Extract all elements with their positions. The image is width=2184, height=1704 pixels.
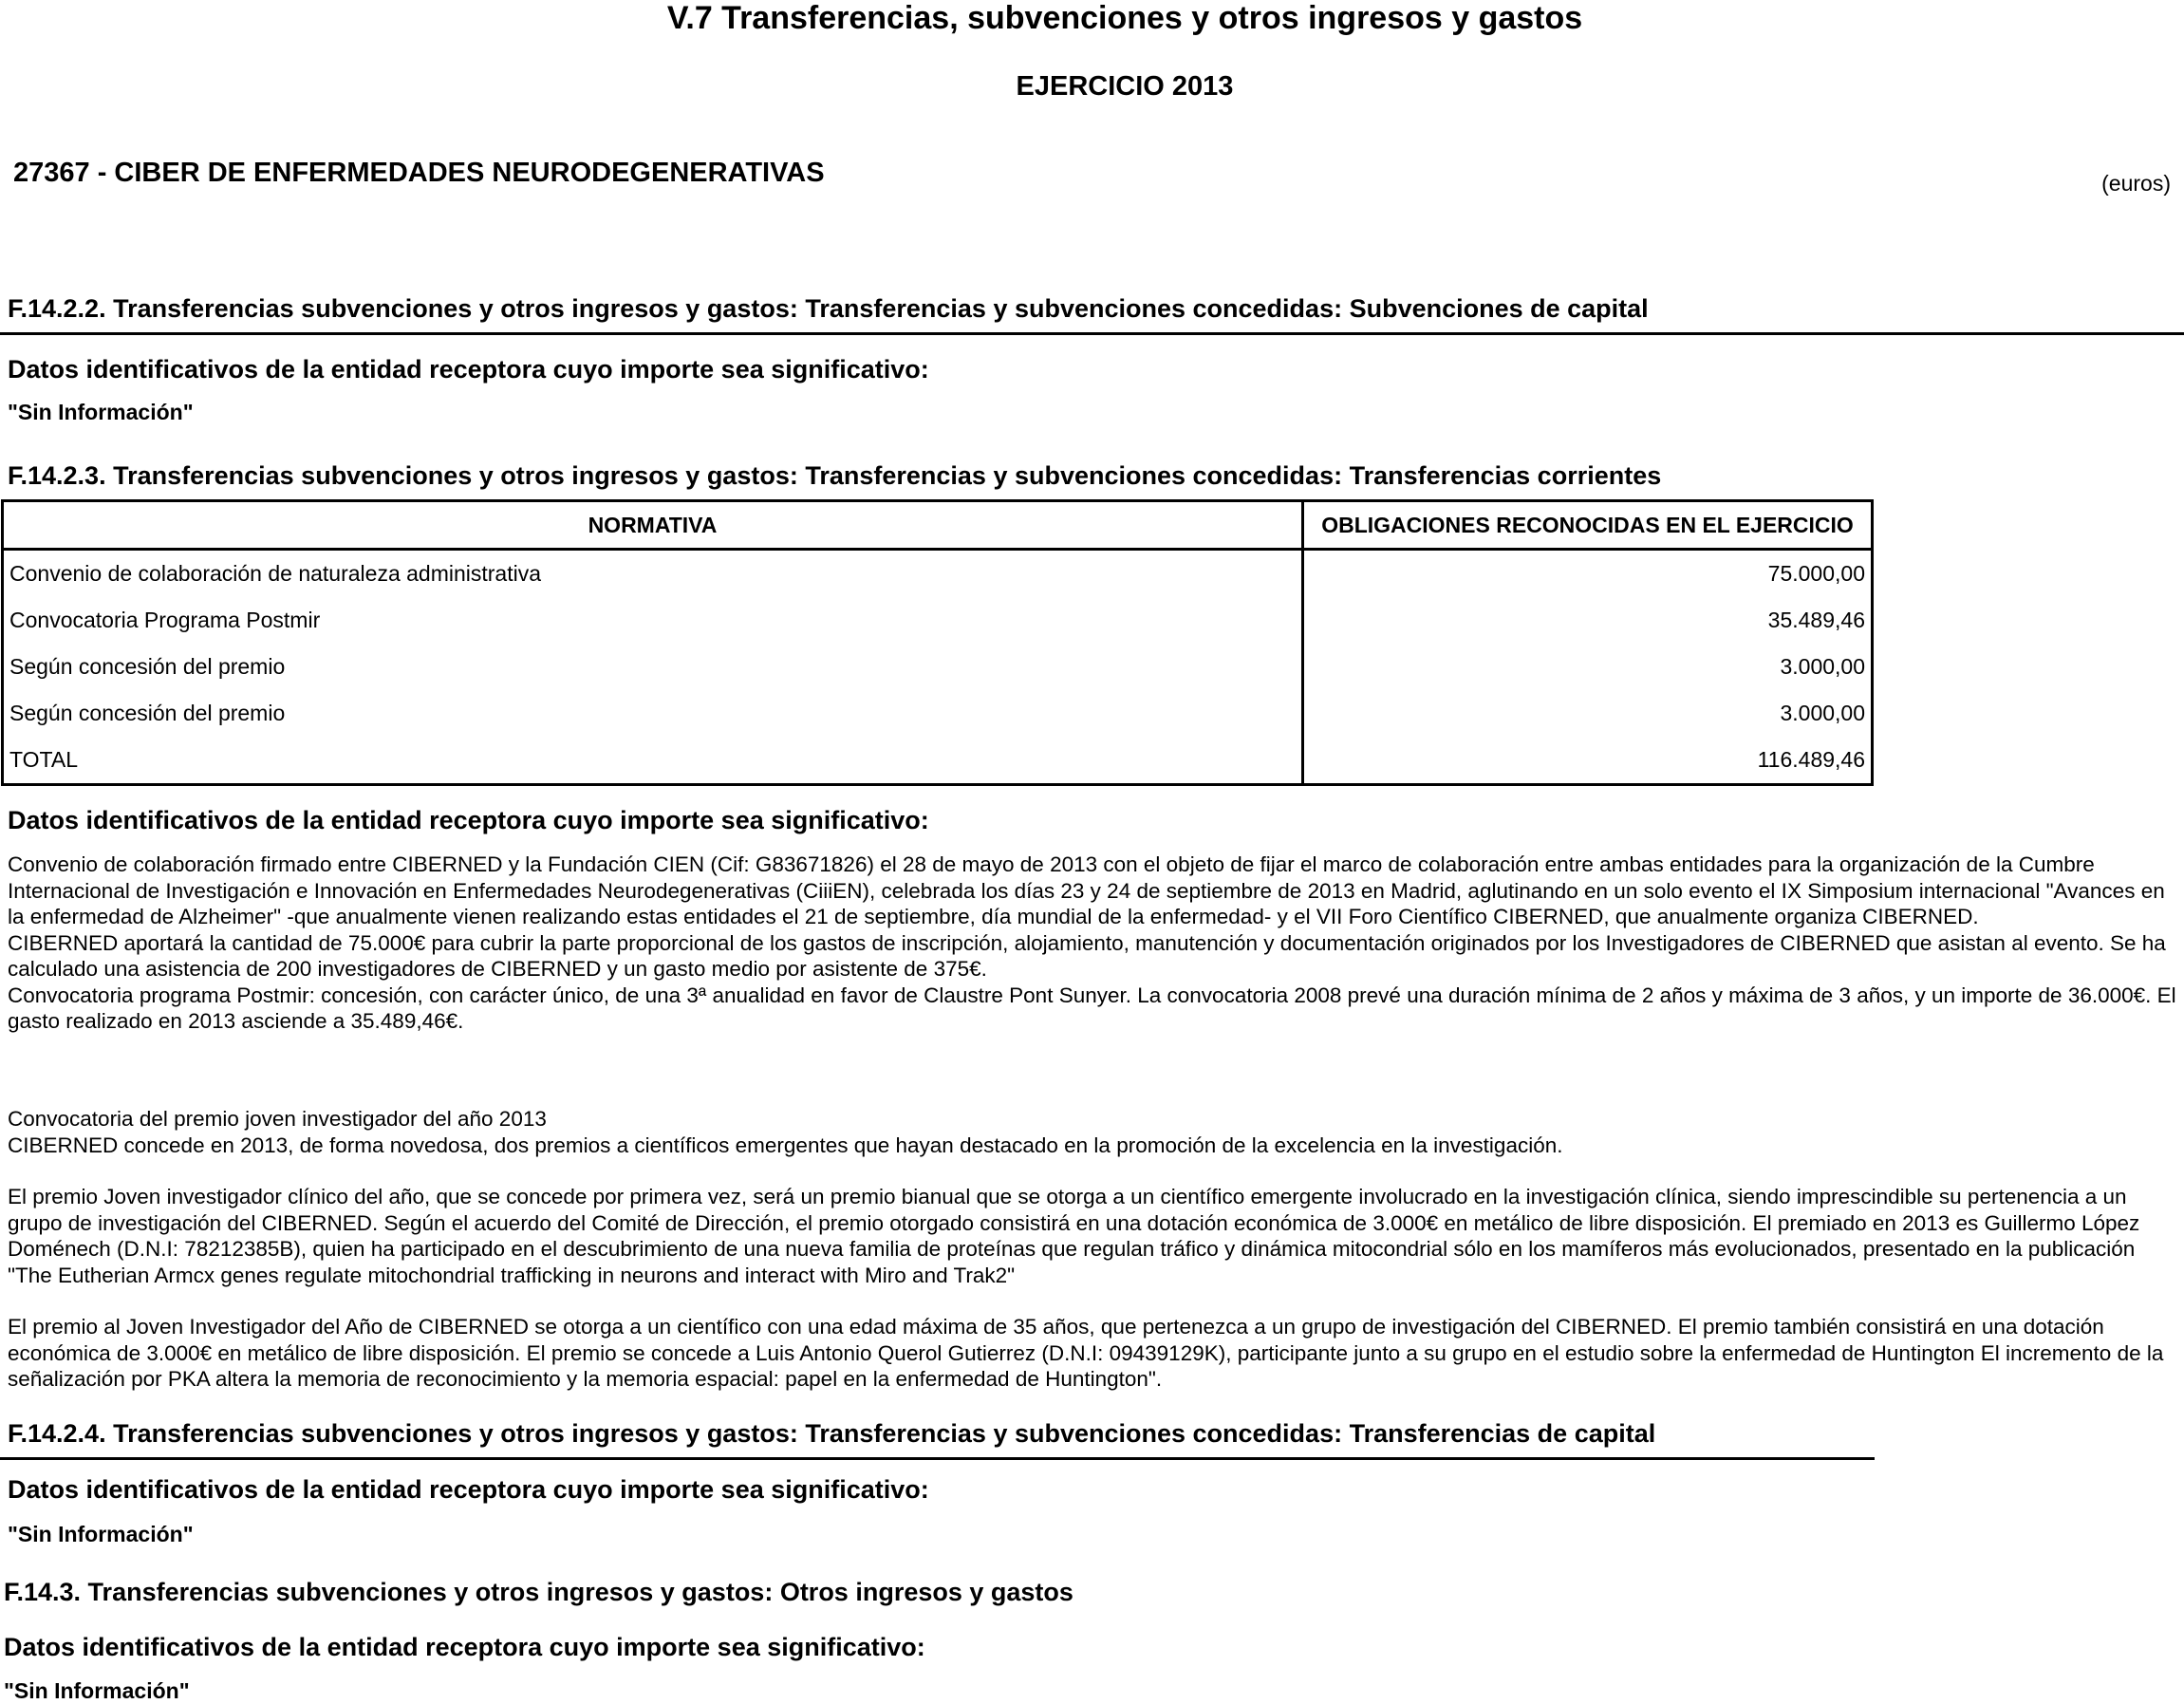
table-total-row <box>3 737 1873 785</box>
section-heading-subvenciones-capital: F.14.2.2. Transferencias subvenciones y otros ingresos y gastos: Transferencias y subvenciones concedidas: Subvenciones de capital <box>8 294 1649 323</box>
paragraph-premio-title: Convocatoria del premio joven investigador del año 2013 <box>8 1107 547 1131</box>
section-heading-transferencias-capital: F.14.2.4. Transferencias subvenciones y otros ingresos y gastos: Transferencias y subvenciones concedidas: Transferencias de capital <box>8 1419 1656 1448</box>
table-header-row <box>3 501 1873 550</box>
no-info-text: "Sin Información" <box>8 1522 194 1546</box>
cell-importe: 3.000,00 <box>1780 654 1865 679</box>
no-info-text: "Sin Información" <box>8 400 194 424</box>
cell-normativa: Convocatoria Programa Postmir <box>3 597 1303 644</box>
paragraph-premio-joven: El premio al Joven Investigador del Año de CIBERNED se otorga a un científico con una edad máxima de 35 años, que pertenezca a un grupo de investigación del CIBERNED. El premio también consistirá en una dotación económica de 3.000€ en metálico de libre disposición. El premio se concede a Luis Antonio Querol Gutierrez (D.N.I: 09439129K), participante junto a su grupo en el estudio sobre la enfermedad de Huntington El incremento de la señalización por PKA altera la memoria de reconocimiento y la memoria espacial: papel en la enfermedad de Huntington". <box>8 1315 2164 1391</box>
transferencias-table <box>1 499 1874 786</box>
cell-normativa: Según concesión del premio <box>3 644 1303 690</box>
cell-importe-total: 116.489,46 <box>1757 747 1865 772</box>
table-row <box>3 644 1873 690</box>
paragraph-premio-clinico: El premio Joven investigador clínico del año, que se concede por primera vez, será un premio bianual que se otorga a un científico emergente involucrado en la investigación clínica, siendo imprescindible su pertenencia a un grupo de investigación del CIBERNED. Según el acuerdo del Comité de Dirección, el premio otorgado consistirá en una dotación económica de 3.000€ en metálico de libre disposición. El premiado en 2013 es Guillermo López Doménech (D.N.I: 78212385B), quien ha participado en el descubrimiento de una nueva familia de proteínas que regulan tráfico y dinámica mitocondrial sólo en los mamíferos más evolucionados, presentado en la publicación "The Eutherian Armcx genes regulate mitochondrial trafficking in neurons and interact with Miro and Trak2" <box>8 1185 2140 1287</box>
cell-importe: 75.000,00 <box>1767 561 1865 586</box>
section-heading-otros-ingresos: F.14.3. Transferencias subvenciones y otros ingresos y gastos: Otros ingresos y gastos <box>4 1578 1073 1606</box>
table-row <box>3 597 1873 644</box>
receptor-subheading: Datos identificativos de la entidad receptora cuyo importe sea significativo: <box>8 355 929 384</box>
receptor-subheading: Datos identificativos de la entidad receptora cuyo importe sea significativo: <box>4 1633 925 1661</box>
cell-normativa: Según concesión del premio <box>3 690 1303 737</box>
description-block-premios <box>8 1106 2181 1393</box>
description-block <box>8 852 2181 1035</box>
column-header-normativa: NORMATIVA <box>3 501 1303 550</box>
fiscal-year: EJERCICIO 2013 <box>1016 71 1234 102</box>
table-row <box>3 550 1873 598</box>
cell-normativa-total: TOTAL <box>3 737 1303 785</box>
currency-unit: (euros) <box>2101 171 2171 196</box>
section-divider <box>0 1457 1875 1460</box>
cell-importe: 35.489,46 <box>1767 608 1865 632</box>
paragraph-postmir: Convocatoria programa Postmir: concesión, con carácter único, de una 3ª anualidad en favor de Claustre Pont Sunyer. La convocatoria 2008 prevé una duración mínima de 2 años y máxima de 3 años, y un importe de 36.000€. El gasto realizado en 2013 asciende a 35.489,46€. <box>8 983 2176 1033</box>
receptor-subheading: Datos identificativos de la entidad receptora cuyo importe sea significativo: <box>8 806 929 834</box>
cell-importe: 3.000,00 <box>1780 701 1865 725</box>
paragraph-aportacion: CIBERNED aportará la cantidad de 75.000€ para cubrir la parte proporcional de los gastos de inscripción, alojamiento, manutención y documentación originados por los Investigadores de CIBERNED que asistan al evento. Se ha calculado una asistencia de 200 investigadores de CIBERNED y un gasto medio por asistente de 375€. <box>8 930 2166 981</box>
paragraph-convenio: Convenio de colaboración firmado entre CIBERNED y la Fundación CIEN (Cif: G83671826) el 28 de mayo de 2013 con el objeto de fijar el marco de colaboración entre ambas entidades para la organización de la Cumbre Internacional de Investigación e Innovación en Enfermedades Neurodegenerativas (CiiiEN), celebrada los días 23 y 24 de septiembre de 2013 en Madrid, aglutinando en un solo evento el IX Simposium internacional "Avances en la enfermedad de Alzheimer" -que anualmente vienen realizando estas entidades el 21 de septiembre, día mundial de la enfermedad- y el VII Foro Científico CIBERNED, que anualmente organiza CIBERNED. <box>8 852 2165 928</box>
cell-normativa: Convenio de colaboración de naturaleza administrativa <box>3 550 1303 598</box>
no-info-text: "Sin Información" <box>4 1678 190 1703</box>
receptor-subheading: Datos identificativos de la entidad receptora cuyo importe sea significativo: <box>8 1475 929 1504</box>
table-row <box>3 690 1873 737</box>
entity-name: 27367 - CIBER DE ENFERMEDADES NEURODEGENERATIVAS <box>13 158 825 188</box>
column-header-obligaciones: OBLIGACIONES RECONOCIDAS EN EL EJERCICIO <box>1303 501 1873 550</box>
page-title: V.7 Transferencias, subvenciones y otros ingresos y gastos <box>666 0 1583 36</box>
paragraph-premio-intro: CIBERNED concede en 2013, de forma novedosa, dos premios a científicos emergentes que hayan destacado en la promoción de la excelencia en la investigación. <box>8 1133 1563 1157</box>
section-heading-transferencias-corrientes: F.14.2.3. Transferencias subvenciones y otros ingresos y gastos: Transferencias y subvenciones concedidas: Transferencias corrientes <box>8 461 1662 490</box>
section-divider <box>0 332 2184 335</box>
